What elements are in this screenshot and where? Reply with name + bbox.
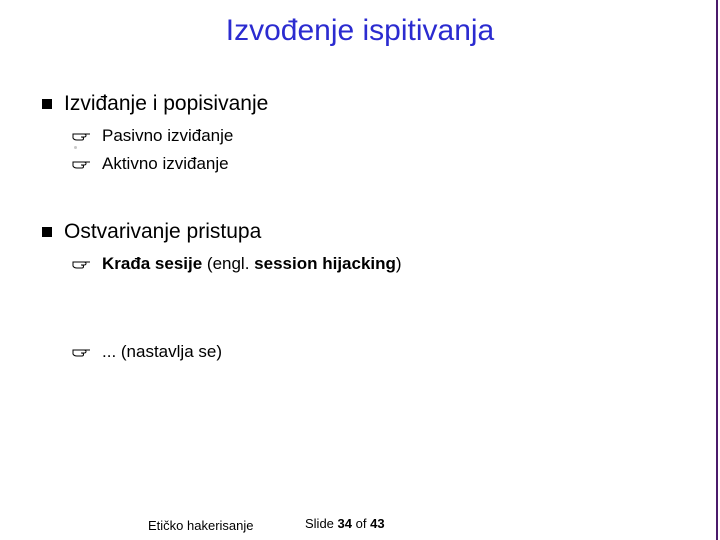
pointing-hand-icon (72, 257, 92, 271)
pointing-hand-icon (72, 345, 92, 359)
list-item-text: Pasivno izviđanje (102, 126, 234, 145)
section-heading-2 (42, 220, 261, 244)
section-heading-text: Izviđanje i popisivanje (64, 92, 269, 115)
list-item-normal: (engl. (202, 254, 255, 273)
slide-total: 43 (370, 516, 385, 531)
list-item-bold: Krađa sesije (102, 254, 203, 273)
list-item-text: Aktivno izviđanje (102, 154, 229, 173)
section-heading-text: Ostvarivanje pristupa (64, 220, 262, 243)
list-item (72, 342, 222, 362)
slide-current: 34 (337, 516, 353, 531)
list-item (72, 154, 229, 174)
speck-dot (74, 146, 77, 149)
list-item-text: ... (nastavlja se) (102, 342, 222, 361)
square-bullet-icon (42, 99, 52, 109)
slide-title: Izvođenje ispitivanja (225, 14, 495, 47)
pointing-hand-icon (72, 157, 92, 171)
footer-title: Etičko hakerisanje (148, 518, 254, 533)
list-item-normal: ) (395, 254, 402, 273)
list-item-bold: session hijacking (254, 254, 396, 273)
slide-label: Slide (305, 516, 334, 531)
list-item (72, 254, 402, 274)
list-item-text (102, 254, 402, 274)
section-heading-1 (42, 92, 268, 116)
slide-border (716, 0, 718, 540)
slide-number (305, 516, 385, 531)
pointing-hand-icon (72, 129, 92, 143)
of-label: of (355, 516, 367, 531)
square-bullet-icon (42, 227, 52, 237)
list-item (72, 126, 233, 146)
